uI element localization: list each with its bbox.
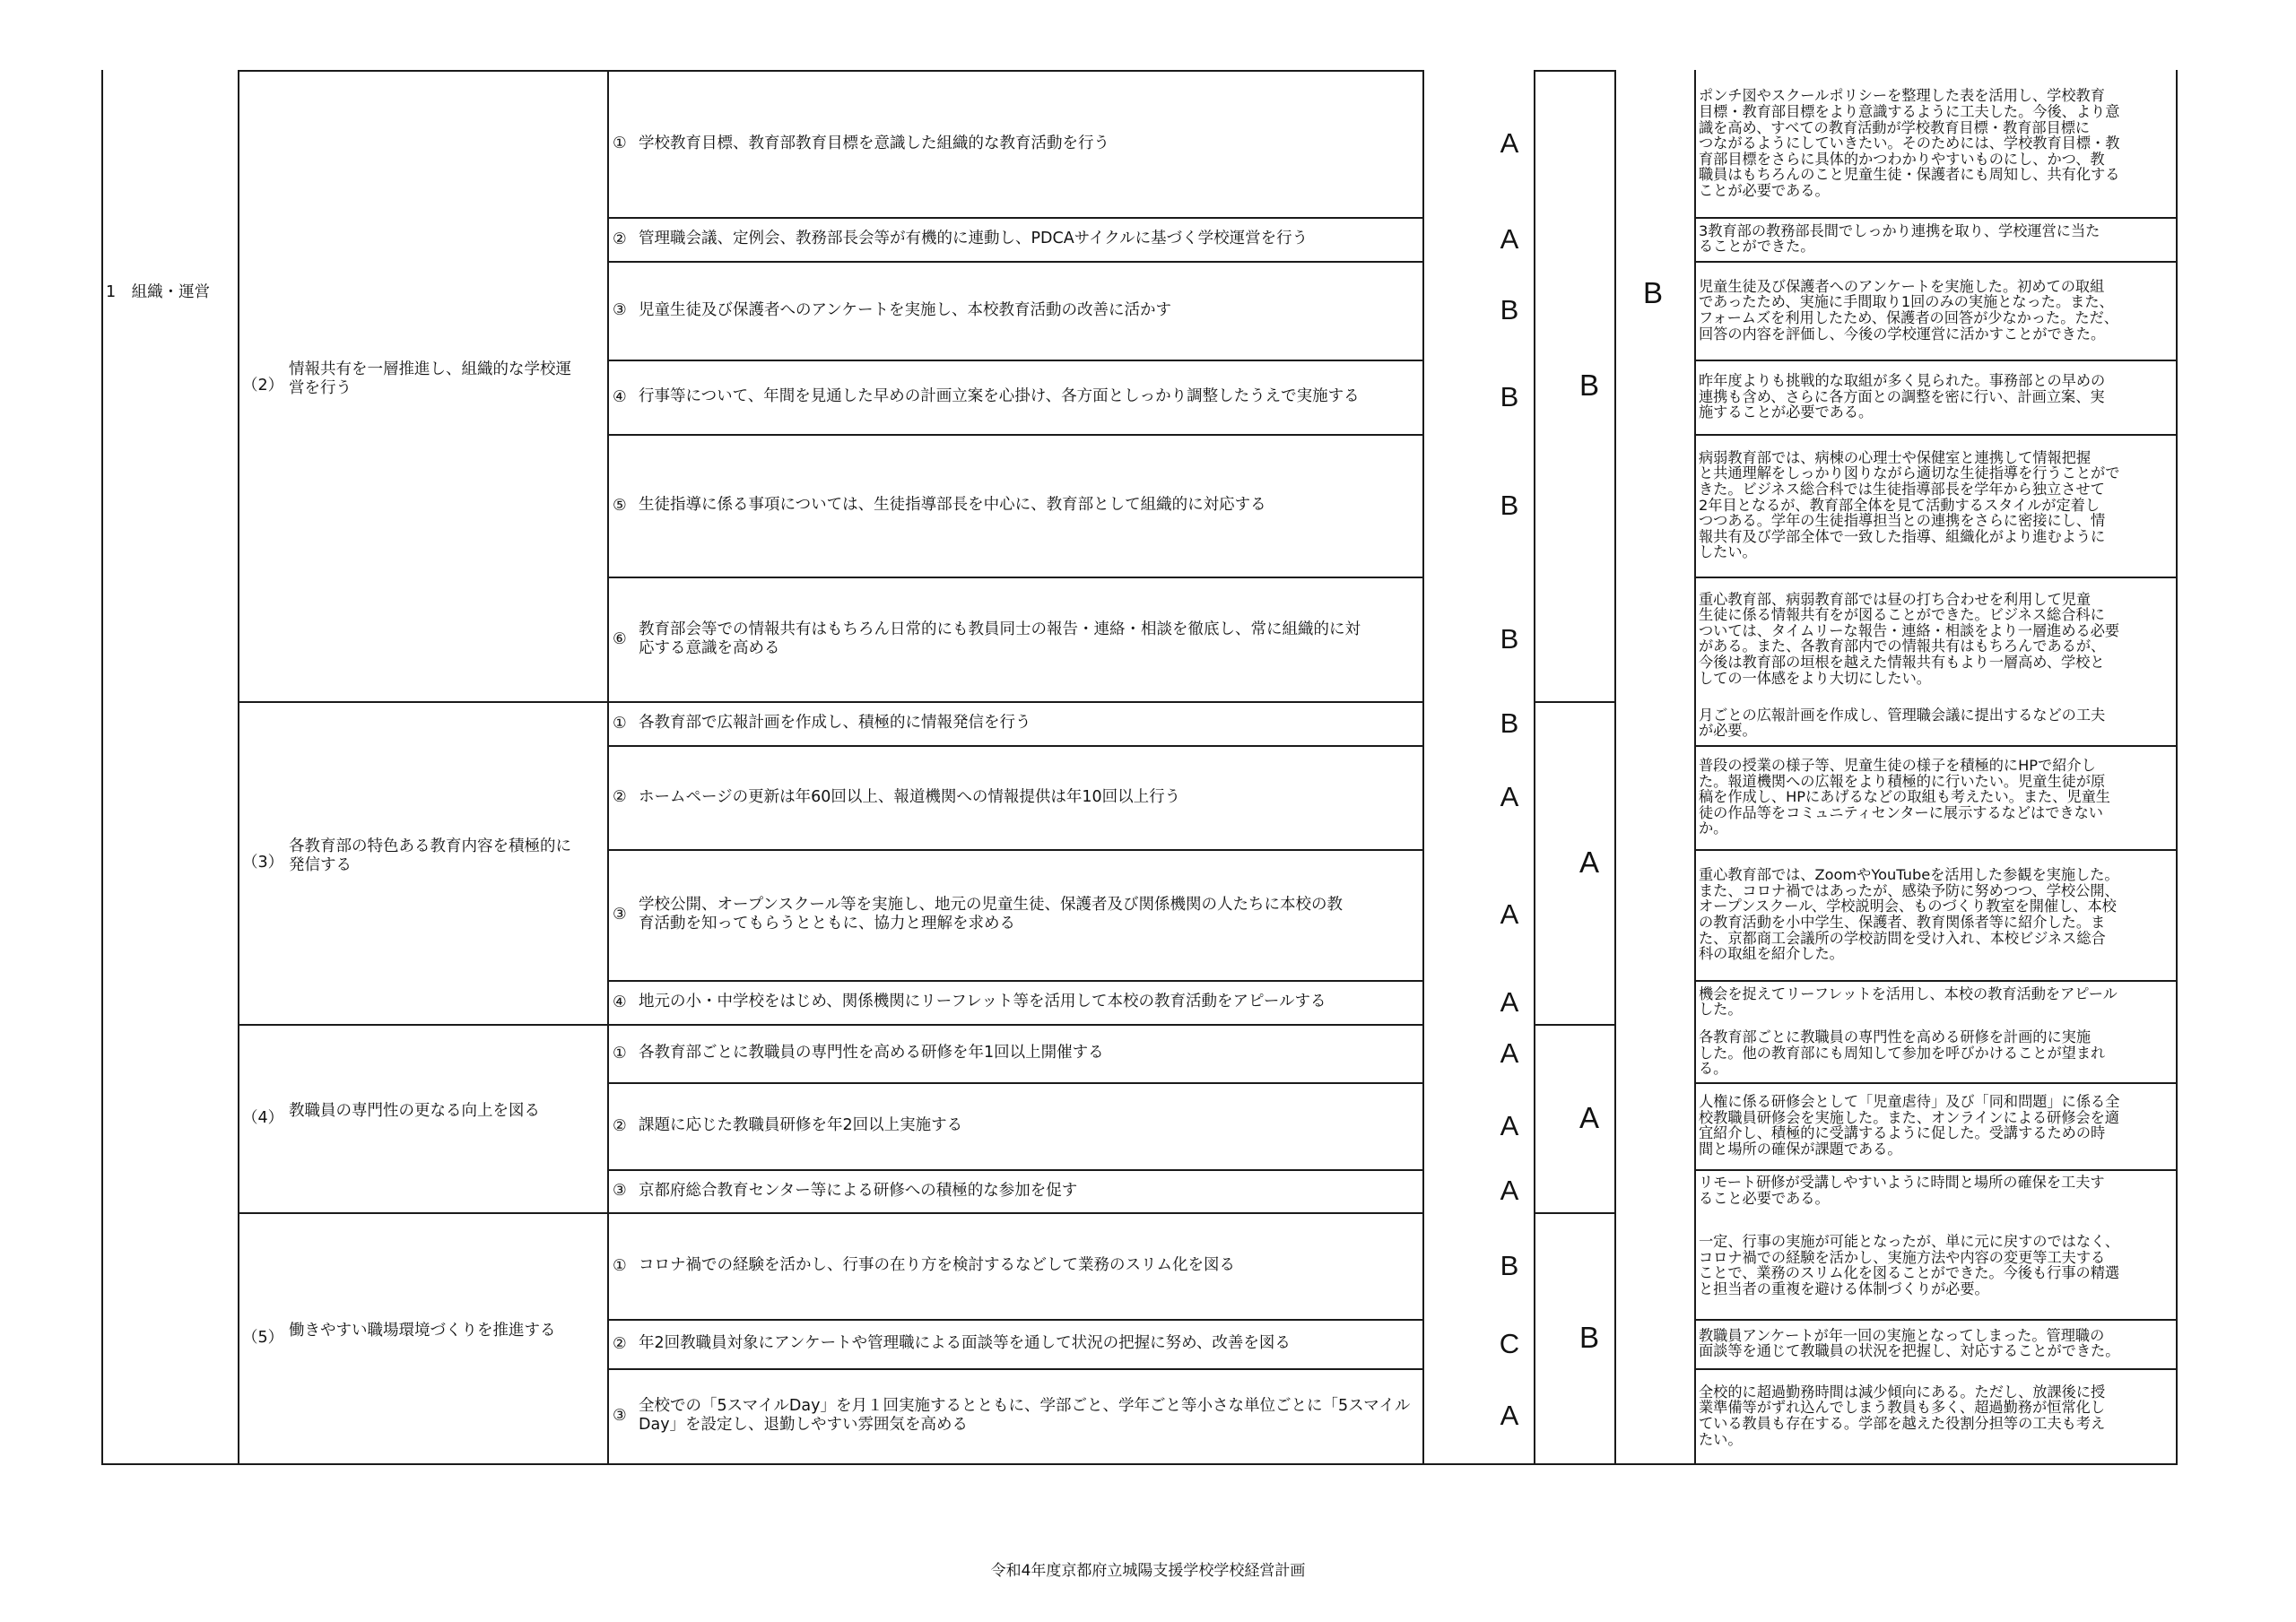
item-comment: 昨年度よりも挑戦的な取組が多く見られた。事務部との早めの 連携も含め、さらに各方面との調整を密に行い、計画立案、実 施することが必要である。: [1699, 372, 2106, 421]
item-text: 児童生徒及び保護者へのアンケートを実施し、本校教育活動の改善に活かす: [639, 300, 1171, 319]
item-rule: [607, 980, 1422, 982]
section-grade: B: [1578, 369, 1599, 402]
item-rule: [1694, 360, 2176, 361]
section-title: 発信する: [289, 856, 352, 874]
item-rule: [1694, 745, 2176, 747]
item-rule: [607, 1319, 1422, 1321]
item-number: ③: [613, 1407, 627, 1425]
item-text: 各教育部で広報計画を作成し、積極的に情報発信を行う: [639, 714, 1031, 732]
left-border: [101, 70, 103, 1463]
item-comment: 人権に係る研修会として「児童虐待」及び「同和問題」に係る全 校教職員研修会を実施した。また、オンラインによる研修会を適 宜紹介し、積極的に受講するように促した。受講するための時 間と場所の確保が課題である。: [1699, 1093, 2120, 1158]
item-number: ⑤: [613, 496, 627, 515]
item-rule: [1694, 261, 2176, 263]
item-text: 教育部会等での情報共有はもちろん日常的にも教員同士の報告・連絡・相談を徹底し、常に組織的に対: [639, 620, 1361, 638]
item-grade: A: [1500, 1109, 1519, 1141]
section-title: 教職員の専門性の更なる向上を図る: [289, 1102, 540, 1120]
item-rule: [607, 577, 1422, 578]
bottom-rule: [1534, 1463, 1614, 1465]
col-rule: [1614, 70, 1616, 1463]
item-comment: 月ごとの広報計画を作成し、管理職会議に提出するなどの工夫 が必要。: [1699, 706, 2106, 740]
item-grade: B: [1500, 294, 1519, 325]
item-text: 管理職会議、定例会、教務部長会等が有機的に連動し、PDCAサイクルに基づく学校運営を行う: [639, 230, 1309, 247]
item-grade: B: [1500, 489, 1519, 521]
category-label: 1 組織・運営: [106, 283, 211, 301]
item-grade: A: [1500, 1175, 1519, 1206]
col-rule: [238, 70, 239, 1463]
item-number: ③: [613, 301, 627, 319]
overall-grade: B: [1642, 276, 1663, 309]
item-comment: 全校的に超過勤務時間は減少傾向にある。ただし、放課後に授 業準備等がずれ込んでしまう教員も多く、超過勤務が恒常化し ている教員も存在する。学部を越えた役割分担等の工夫も考え たい。: [1699, 1383, 2106, 1448]
item-rule: [1694, 217, 2176, 219]
section-number: （3）: [242, 854, 284, 872]
item-number: ①: [613, 134, 627, 152]
section-title: 働きやすい職場環境づくりを推進する: [289, 1322, 556, 1340]
item-comment: 3教育部の教務部長間でしっかり連携を取り、学校運営に当た ることができた。: [1699, 221, 2100, 256]
item-number: ④: [613, 387, 627, 406]
section-number: （4）: [242, 1109, 284, 1127]
item-grade: B: [1500, 1249, 1519, 1281]
top-rule: [1534, 70, 1614, 72]
item-number: ④: [613, 993, 627, 1011]
section-rule: [1534, 1212, 1614, 1214]
footer-title: 令和4年度京都府立城陽支援学校学校経営計画: [990, 1562, 1306, 1580]
item-text: 行事等について、年間を見通した早めの計画立案を心掛け、各方面としっかり調整したうえで実施する: [639, 387, 1360, 405]
item-comment: 児童生徒及び保護者へのアンケートを実施した。初めての取組 であったため、実施に手間取り1回のみの実施となった。また、 フォームズを利用したため、保護者の回答が少なかった。ただ、 回答の内容を評価し、今後の学校運営に活かすことができた。: [1699, 277, 2118, 343]
item-comment: 各教育部ごとに教職員の専門性を高める研修を計画的に実施 した。他の教育部にも周知して参加を呼びかけることが望まれ る。: [1699, 1028, 2106, 1078]
item-comment: 教職員アンケートが年一回の実施となってしまった。管理職の 面談等を通じて教職員の状況を把握し、対応することができた。: [1699, 1326, 2120, 1360]
item-text: コロナ禍での経験を活かし、行事の在り方を検討するなどして業務のスリム化を図る: [639, 1256, 1235, 1274]
item-rule: [607, 434, 1422, 436]
item-grade: A: [1500, 898, 1519, 930]
item-rule: [1694, 434, 2176, 436]
item-rule: [1694, 577, 2176, 578]
item-text: Day」を設定し、退勤しやすい雰囲気を高める: [639, 1416, 969, 1434]
item-text: 課題に応じた教職員研修を年2回以上実施する: [639, 1116, 963, 1134]
col-rule: [1694, 70, 1696, 1463]
item-number: ②: [613, 230, 627, 248]
item-grade: A: [1500, 222, 1519, 255]
item-rule: [607, 745, 1422, 747]
item-number: ⑥: [613, 629, 627, 648]
item-comment: 病弱教育部では、病棟の心理士や保健室と連携して情報把握 と共通理解をしっかり図りながら適切な生徒指導を行うことがで きた。ビジネス総合科では生徒指導部長を学年から独立させて 2年目となるが、教育部全体を見て活動するスタイルが定着し つつある。学年の生徒指導担当との連携をさらに密接にし、情 報共有及び学部全体で一致した指導、組織化がより進むように したい。: [1699, 448, 2120, 561]
item-rule: [1694, 1169, 2176, 1171]
item-rule: [607, 1082, 1422, 1084]
item-comment: 一定、行事の実施が可能となったが、単に元に戻すのではなく、 コロナ禍での経験を活かし、実施方法や内容の変更等工夫する ことで、業務のスリム化を図ることができた。今後も行事の精選 と担当者の重複を避ける体制づくりが必要。: [1699, 1233, 2120, 1298]
item-grade: C: [1499, 1327, 1520, 1359]
item-text: 生徒指導に係る事項については、生徒指導部長を中心に、教育部として組織的に対応する: [639, 496, 1266, 514]
item-comment: 重心教育部では、ZoomやYouTubeを活用した参観を実施した。 また、コロナ禍ではあったが、感染予防に努めつつ、学校公開、 オープンスクール、学校説明会、ものづくり教室を開催し、本校 の教育活動を小中学生、保護者、教育関係者等に紹介した。ま た、京都商工会議所の学校訪問を受け入れ、本校ビジネス総合 科の取組を紹介した。: [1699, 866, 2119, 963]
item-rule: [1694, 980, 2176, 982]
item-rule: [1694, 1082, 2176, 1084]
section-number: （5）: [242, 1329, 284, 1347]
item-text: 京都府総合教育センター等による研修への積極的な参加を促す: [639, 1181, 1078, 1200]
top-rule: [238, 70, 1422, 72]
section-rule: [238, 1024, 1422, 1026]
item-text: 全校での「5スマイルDay」を月１回実施するとともに、学部ごと、学年ごと等小さな単位ごとに「5スマイル: [639, 1397, 1411, 1415]
item-comment: 重心教育部、病弱教育部では昼の打ち合わせを利用して児童 生徒に係る情報共有をが図ることができた。ビジネス総合科に ついては、タイムリーな報告・連絡・相談をより一層進める必要 がある。また、各教育部内での情報共有はもちろんであるが、 今後は教育部の垣根を越えた情報共有もより一層高め、学校と しての一体感をより大切にしたい。: [1699, 590, 2120, 687]
item-text: ホームページの更新は年60回以上、報道機関への情報提供は年10回以上行う: [639, 787, 1181, 806]
item-number: ③: [613, 906, 627, 924]
item-number: ②: [613, 1116, 627, 1135]
item-number: ①: [613, 1256, 627, 1275]
item-grade: A: [1500, 1037, 1519, 1069]
item-grade: B: [1500, 707, 1519, 739]
item-rule: [1694, 849, 2176, 851]
item-comment: ポンチ図やスクールポリシーを整理した表を活用し、学校教育 目標・教育部目標をより意識するように工夫した。今後、より意 識を高め、すべての教育活動が学校教育目標・教育部目標に つながるようにしていきたい。そのためには、学校教育目標・教 育部目標をさらに具体的かつわかりやすいものにし、かつ、教 職員はもちろんのこと児童生徒・保護者にも周知し、共有化する ことが必要である。: [1699, 87, 2120, 199]
item-number: ①: [613, 714, 627, 733]
section-grade: B: [1578, 1321, 1599, 1354]
item-number: ②: [613, 1334, 627, 1353]
item-text: 学校公開、オープンスクール等を実施し、地元の児童生徒、保護者及び関係機関の人たちに本校の教: [639, 896, 1344, 914]
item-grade: A: [1500, 985, 1519, 1018]
item-rule: [1694, 1319, 2176, 1321]
item-text: 学校教育目標、教育部教育目標を意識した組織的な教育活動を行う: [639, 134, 1109, 152]
item-rule: [1694, 1368, 2176, 1370]
item-comment: リモート研修が受講しやすいように時間と場所の確保を工夫す ること必要である。: [1699, 1174, 2105, 1207]
item-grade: B: [1500, 622, 1519, 655]
section-rule: [1534, 1024, 1614, 1026]
item-number: ②: [613, 788, 627, 806]
bottom-rule: [101, 1463, 2178, 1465]
section-rule: [1534, 701, 1614, 703]
col-rule: [607, 70, 609, 1463]
col-rule: [1422, 70, 1424, 1463]
item-number: ①: [613, 1044, 627, 1063]
item-text: 応する意識を高める: [639, 638, 780, 657]
item-grade: A: [1500, 781, 1519, 812]
section-title: 営を行う: [289, 379, 352, 397]
item-rule: [607, 1169, 1422, 1171]
item-rule: [607, 849, 1422, 851]
section-rule: [238, 701, 1422, 703]
section-number: （2）: [242, 377, 284, 395]
col-rule: [2176, 70, 2178, 1463]
item-grade: A: [1500, 127, 1519, 159]
item-rule: [607, 360, 1422, 361]
item-text: 各教育部ごとに教職員の専門性を高める研修を年1回以上開催する: [639, 1044, 1104, 1062]
item-rule: [607, 261, 1422, 263]
section-rule: [238, 1212, 1422, 1214]
item-number: ③: [613, 1182, 627, 1200]
section-title: 情報共有を一層推進し、組織的な学校運: [289, 360, 571, 378]
item-grade: A: [1500, 1400, 1519, 1431]
section-grade: A: [1578, 846, 1599, 879]
section-grade: A: [1578, 1101, 1599, 1134]
item-text: 年2回教職員対象にアンケートや管理職による面談等を通して状況の把握に努め、改善を図る: [639, 1334, 1291, 1352]
item-comment: 普段の授業の様子等、児童生徒の様子を積極的にHPで紹介し た。報道機関への広報をより積極的に行いたい。児童生徒が原 稿を作成し、HPにあげるなどの取組も考えたい。また、児童生 徒の作品等をコミュニティセンターに展示するなどはできない か。: [1699, 757, 2110, 837]
item-grade: B: [1500, 380, 1519, 412]
item-comment: 機会を捉えてリーフレットを活用し、本校の教育活動をアピール した。: [1699, 984, 2118, 1019]
section-title: 各教育部の特色ある教育内容を積極的に: [289, 837, 571, 855]
item-rule: [607, 1368, 1422, 1370]
item-rule: [607, 217, 1422, 219]
item-text: 地元の小・中学校をはじめ、関係機関にリーフレット等を活用して本校の教育活動をアピールする: [639, 993, 1326, 1010]
item-text: 育活動を知ってもらうとともに、協力と理解を求める: [639, 915, 1015, 932]
